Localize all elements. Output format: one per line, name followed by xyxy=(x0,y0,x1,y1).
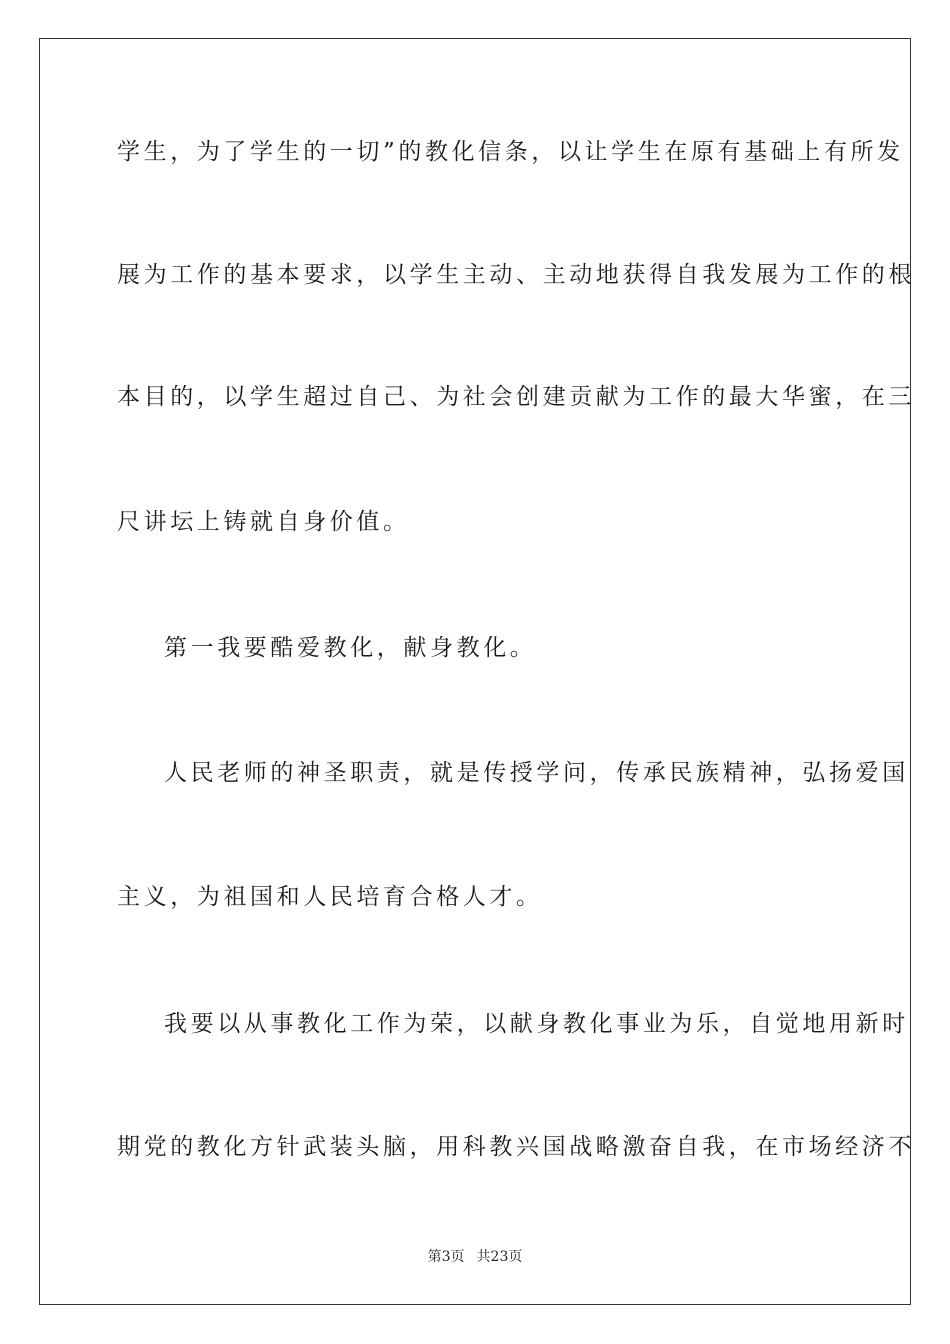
page-number: 第3页 xyxy=(427,1249,465,1265)
text-line: 主义，为祖国和人民培育合格人才。 xyxy=(117,884,543,910)
text-line: 展为工作的基本要求，以学生主动、主动地获得自我发展为工作的根 xyxy=(117,262,915,288)
text-line: 本目的，以学生超过自己、为社会创建贡献为工作的最大华蜜，在三 xyxy=(117,384,915,410)
text-line: 尺讲坛上铸就自身价值。 xyxy=(117,509,410,535)
paragraph-first-line: 我要以从事教化工作为荣，以献身教化事业为乐，自觉地用新时 xyxy=(164,1011,909,1037)
text-line: 学生，为了学生的一切”的教化信条，以让学生在原有基础上有所发 xyxy=(117,139,904,165)
page-frame xyxy=(39,38,911,1305)
paragraph-first-line: 第一我要酷爱教化，献身教化。 xyxy=(164,635,537,661)
text-line: 期党的教化方针武装头脑，用科教兴国战略激奋自我，在市场经济不 xyxy=(117,1134,915,1160)
page-footer xyxy=(0,1248,950,1266)
page-total: 共23页 xyxy=(476,1249,523,1265)
paragraph-first-line: 人民老师的神圣职责，就是传授学问，传承民族精神，弘扬爱国 xyxy=(164,760,909,786)
